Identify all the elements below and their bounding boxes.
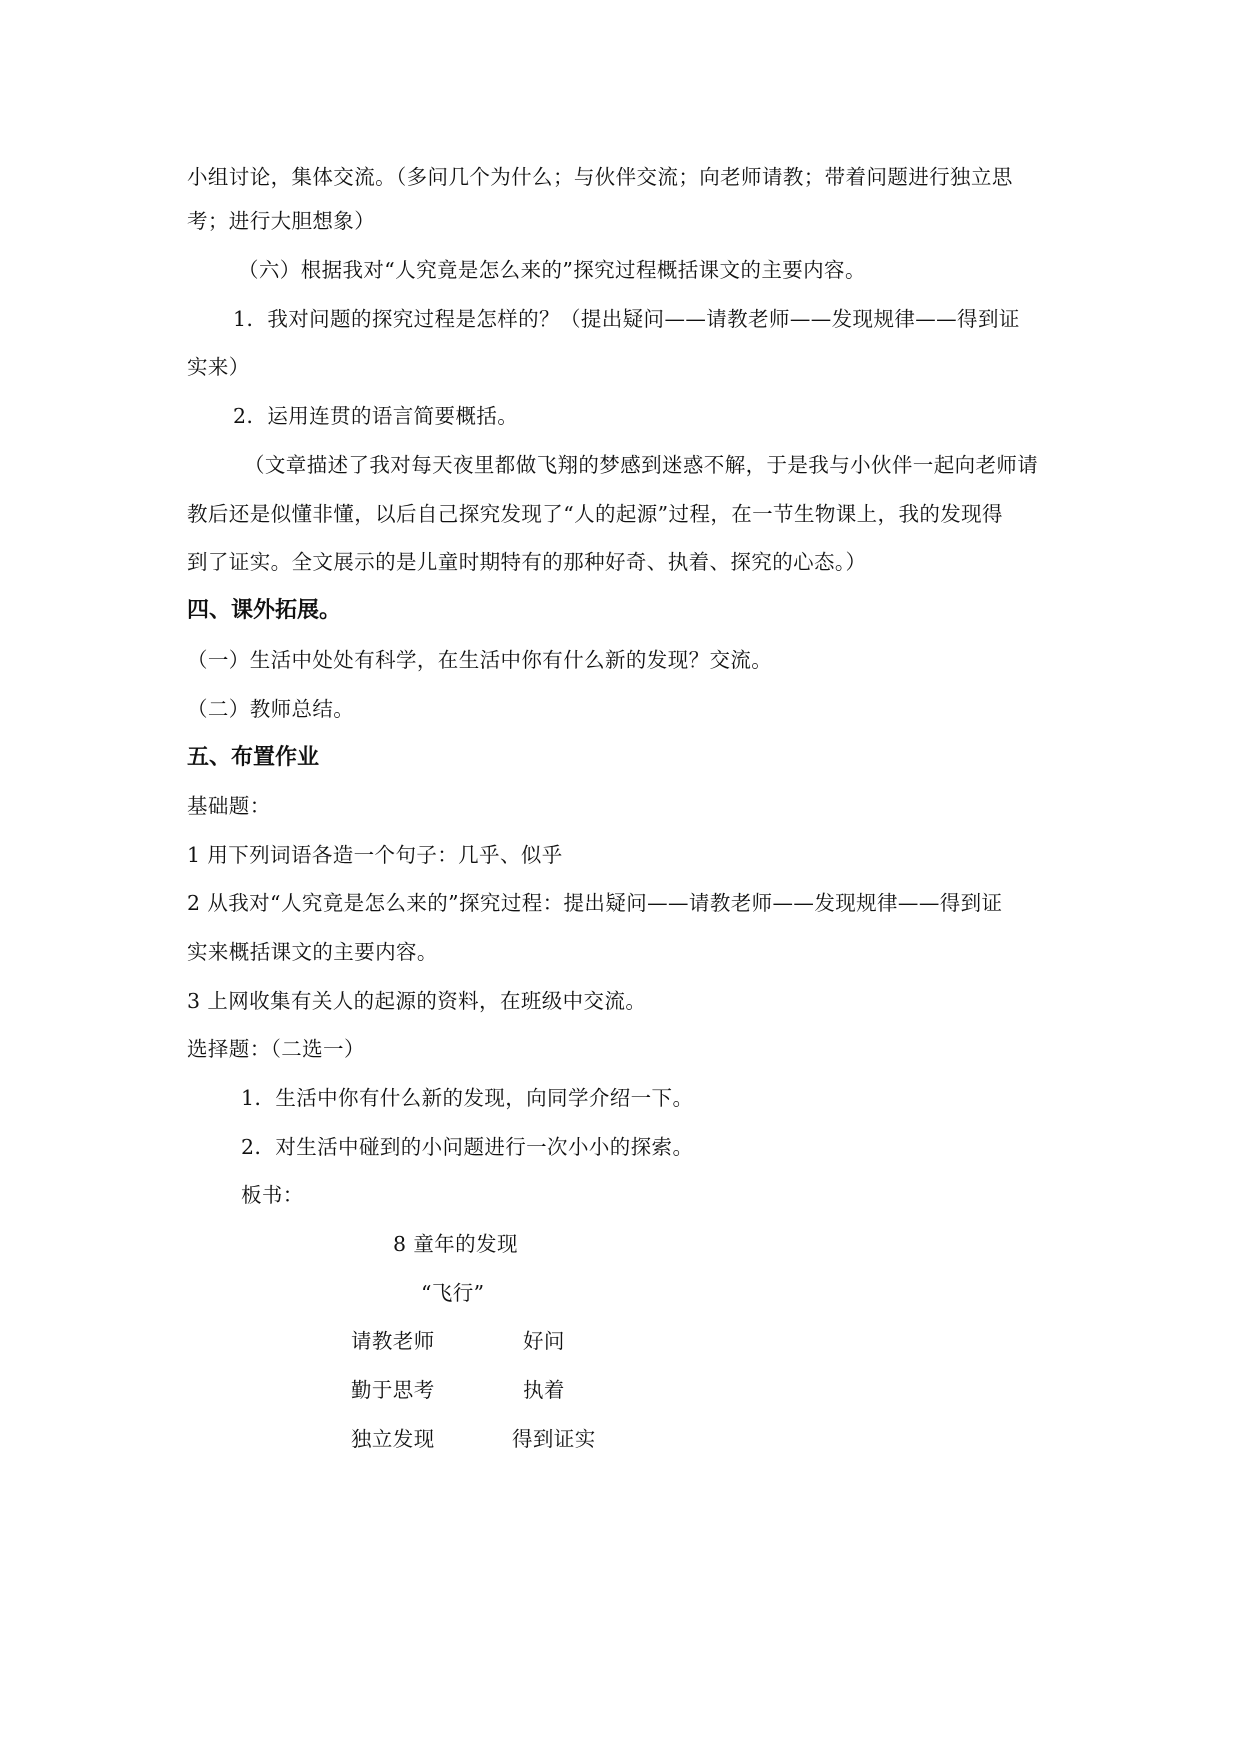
step-six-heading: （六）根据我对“人究竟是怎么来的”探究过程概括课文的主要内容。 — [238, 258, 866, 282]
choice-question-2: 2．对生活中碰到的小问题进行一次小小的探索。 — [241, 1135, 694, 1159]
basic-questions-label: 基础题： — [187, 794, 271, 818]
board-label: 板书： — [241, 1183, 304, 1207]
question-1-line1: 1．我对问题的探究过程是怎样的？（提出疑问——请教老师——发现规律——得到证 — [233, 307, 1020, 331]
board-subtitle: “飞行” — [421, 1281, 485, 1305]
board-row-2-right: 执着 — [523, 1378, 565, 1402]
section-4-item-2: （二）教师总结。 — [187, 697, 355, 721]
paragraph-discussion-line2: 考；进行大胆想象） — [187, 209, 376, 233]
board-row-2-left: 勤于思考 — [351, 1378, 435, 1402]
basic-question-1: 1 用下列词语各造一个句子：几乎、似乎 — [187, 843, 563, 867]
summary-line2: 教后还是似懂非懂，以后自己探究发现了“人的起源”过程，在一节生物课上，我的发现得 — [187, 502, 1003, 526]
section-4-heading: 四、课外拓展。 — [187, 598, 342, 623]
question-2: 2．运用连贯的语言简要概括。 — [233, 404, 519, 428]
board-row-3-left: 独立发现 — [351, 1427, 435, 1451]
basic-question-2-line2: 实来概括课文的主要内容。 — [187, 940, 438, 964]
choice-question-1: 1．生活中你有什么新的发现，向同学介绍一下。 — [241, 1086, 694, 1110]
choice-questions-label: 选择题：（二选一） — [187, 1037, 365, 1061]
paragraph-discussion-line1: 小组讨论，集体交流。（多问几个为什么；与伙伴交流；向老师请教；带着问题进行独立思 — [187, 165, 1013, 189]
summary-line3: 到了证实。全文展示的是儿童时期特有的那种好奇、执着、探究的心态。） — [187, 550, 867, 574]
board-row-1-right: 好问 — [523, 1329, 565, 1353]
section-4-item-1: （一）生活中处处有科学，在生活中你有什么新的发现？交流。 — [187, 648, 773, 672]
section-5-heading: 五、布置作业 — [187, 745, 320, 770]
summary-line1: （文章描述了我对每天夜里都做飞翔的梦感到迷惑不解，于是我与小伙伴一起向老师请 — [244, 453, 1039, 477]
question-1-line2: 实来） — [187, 355, 250, 379]
board-row-3-right: 得到证实 — [512, 1427, 596, 1451]
board-row-1-left: 请教老师 — [351, 1329, 435, 1353]
board-title: 8 童年的发现 — [393, 1232, 518, 1256]
basic-question-3: 3 上网收集有关人的起源的资料，在班级中交流。 — [187, 989, 647, 1013]
basic-question-2-line1: 2 从我对“人究竟是怎么来的”探究过程：提出疑问——请教老师——发现规律——得到证 — [187, 891, 1003, 915]
